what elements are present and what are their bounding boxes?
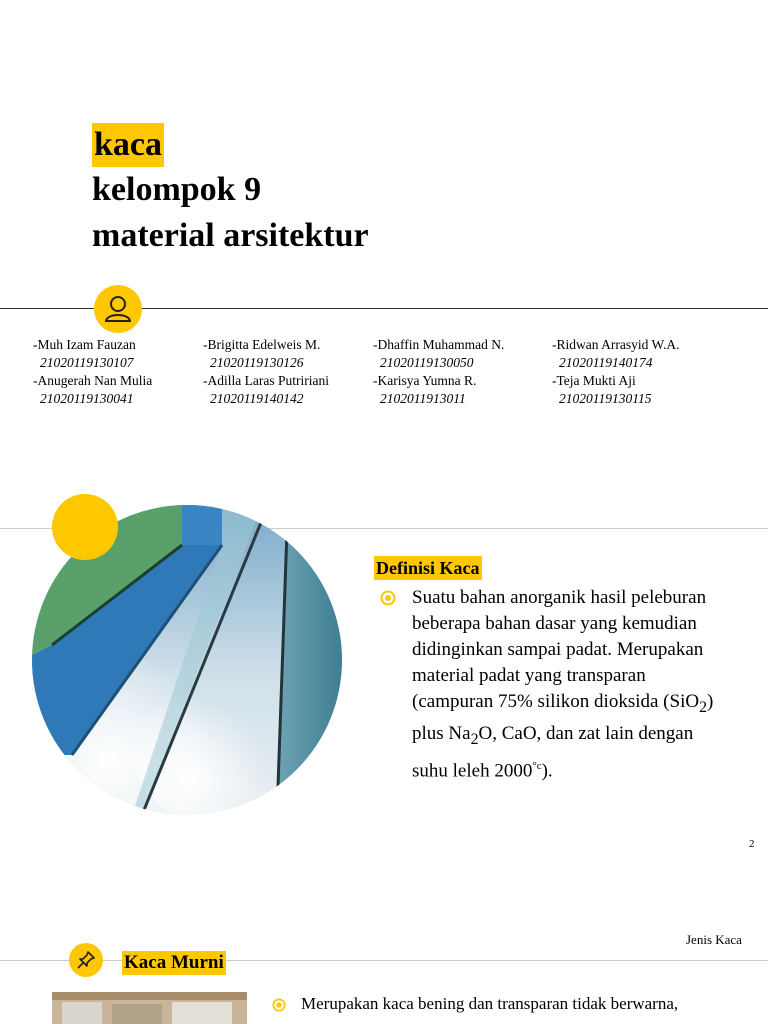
circle-bullet-icon bbox=[380, 590, 396, 606]
definition-title: Definisi Kaca bbox=[376, 558, 480, 578]
divider-right bbox=[142, 308, 768, 309]
member-name: -Anugerah Nan Mulia bbox=[33, 373, 153, 388]
subscript: 2 bbox=[699, 698, 707, 716]
person-icon bbox=[94, 285, 142, 333]
member-name: -Dhaffin Muhammad N. bbox=[373, 337, 505, 352]
circle-bullet-icon bbox=[272, 998, 286, 1012]
member-nim: 21020119140142 bbox=[210, 391, 304, 406]
kaca-murni-text: Merupakan kaca bening dan transparan tidak berwarna, bbox=[301, 994, 679, 1013]
divider-left bbox=[0, 308, 94, 309]
interior-photo bbox=[52, 992, 247, 1024]
title-highlight: kaca bbox=[92, 123, 164, 167]
pushpin-icon bbox=[69, 943, 103, 977]
member-nim: 21020119130107 bbox=[40, 355, 134, 370]
definition-text-part: O, CaO, dan zat lain dengan suhu leleh 2000 bbox=[412, 722, 694, 781]
definition-slide bbox=[0, 470, 768, 870]
member-name: -Muh Izam Fauzan bbox=[33, 337, 136, 352]
kaca-murni-title: Kaca Murni bbox=[124, 952, 224, 973]
member-column-1 bbox=[33, 336, 152, 408]
section-label: Jenis Kaca bbox=[686, 932, 742, 947]
member-nim: 21020119140174 bbox=[559, 355, 653, 370]
title-line-group: kelompok 9 bbox=[92, 171, 262, 208]
subscript: 2 bbox=[470, 730, 479, 748]
title-line-subject: material arsitektur bbox=[92, 217, 369, 254]
slide-separator bbox=[0, 960, 768, 961]
member-name: -Karisya Yumna R. bbox=[373, 373, 477, 388]
member-column-3 bbox=[373, 336, 504, 408]
title-slide bbox=[0, 0, 768, 470]
page-number: 2 bbox=[749, 838, 755, 850]
member-nim: 21020119130041 bbox=[40, 391, 134, 406]
definition-text bbox=[412, 585, 722, 784]
member-nim: 21020119130115 bbox=[559, 391, 652, 406]
title-block bbox=[92, 123, 369, 259]
member-name: -Brigitta Edelweis M. bbox=[203, 337, 321, 352]
definition-text-part: ) plus Na bbox=[412, 691, 714, 744]
member-column-4 bbox=[552, 336, 680, 408]
jenis-kaca-slide bbox=[0, 870, 768, 1024]
definition-text-part: ). bbox=[541, 759, 553, 781]
member-name: -Adilla Laras Putririani bbox=[203, 373, 329, 388]
decorative-dot bbox=[52, 494, 118, 560]
member-nim: 21020119130126 bbox=[210, 355, 304, 370]
member-name: -Ridwan Arrasyid W.A. bbox=[552, 337, 680, 352]
degree-symbol: °c bbox=[532, 759, 542, 772]
definition-text-part: Suatu bahan anorganik hasil peleburan beberapa bahan dasar yang kemudian didinginkan sampai padat. Merupakan material padat yang transparan (campuran 75% silikon dioksida (SiO bbox=[412, 587, 707, 712]
member-nim: 2102011913011 bbox=[380, 391, 466, 406]
member-column-2 bbox=[203, 336, 329, 408]
member-name: -Teja Mukti Aji bbox=[552, 373, 636, 388]
member-nim: 21020119130050 bbox=[380, 355, 474, 370]
